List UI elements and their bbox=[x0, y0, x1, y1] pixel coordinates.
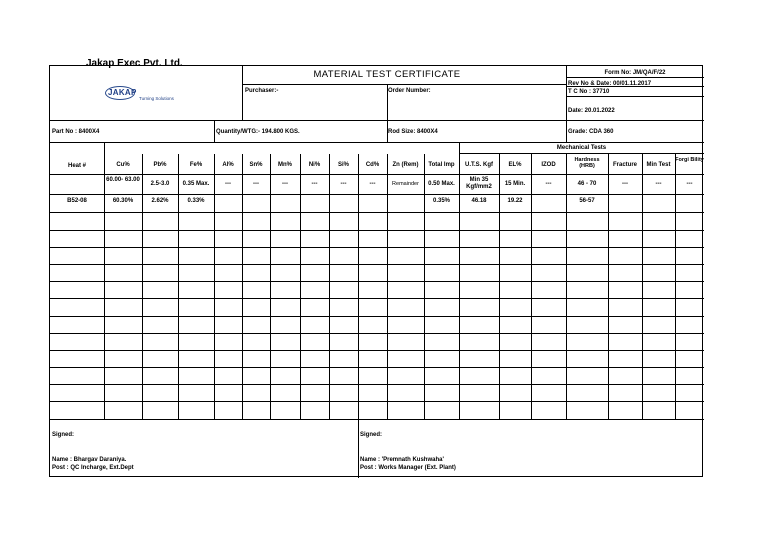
data-cell: B52-08 bbox=[67, 198, 87, 204]
table-rule bbox=[50, 316, 704, 317]
col-header-chem: Cd% bbox=[365, 162, 380, 168]
col-header-chem: Cu% bbox=[116, 162, 130, 168]
tc-number: T C No : 37710 bbox=[568, 89, 610, 95]
table-rule bbox=[104, 154, 105, 419]
table-rule bbox=[242, 154, 243, 419]
table-rule bbox=[566, 86, 704, 87]
table-rule bbox=[104, 142, 105, 154]
table-rule bbox=[50, 230, 704, 231]
col-heat: Heat # bbox=[67, 163, 86, 169]
col-header-chem: Mn% bbox=[278, 162, 292, 168]
col-header-mech: U.T.S. Kgf bbox=[465, 162, 493, 168]
table-rule bbox=[499, 154, 500, 419]
table-rule bbox=[642, 154, 643, 419]
logo-subtitle: Turning Solutions bbox=[139, 96, 174, 101]
spec-cell: 15 Min. bbox=[504, 181, 526, 187]
col-header-mech: IZOD bbox=[541, 162, 556, 168]
col-header-chem: Ni% bbox=[308, 162, 321, 168]
table-rule bbox=[242, 66, 243, 120]
col-header-chem: Total Imp bbox=[428, 162, 455, 168]
purchaser-label: Purchaser:- bbox=[245, 88, 279, 94]
col-header-mech: Hardness (HRB) bbox=[574, 157, 600, 169]
revision-number: Rev No & Date: 00/01.11.2017 bbox=[568, 81, 652, 87]
col-header-chem: Fe% bbox=[189, 162, 203, 168]
spec-cell: 0.50 Max. bbox=[428, 181, 455, 187]
company-name: Jakap Exec Pvt. Ltd. bbox=[86, 58, 183, 69]
data-cell: 0.35% bbox=[432, 198, 450, 204]
quantity: Quantity/WTG:- 194.800 KGS. bbox=[216, 129, 300, 135]
col-header-mech: Min Test bbox=[646, 162, 671, 168]
spec-cell: 0.35 Max. bbox=[182, 181, 210, 187]
table-rule bbox=[50, 367, 704, 368]
table-rule bbox=[50, 120, 704, 121]
right-signer-name: Name : 'Premnath Kushwaha' bbox=[360, 457, 444, 463]
data-cell: 0.33% bbox=[187, 198, 205, 204]
mechanical-tests-header: Mechanical Tests bbox=[556, 145, 607, 151]
test-certificate bbox=[49, 58, 704, 477]
table-rule bbox=[387, 84, 388, 120]
table-rule bbox=[50, 298, 704, 299]
table-rule bbox=[50, 401, 704, 402]
table-rule bbox=[50, 281, 704, 282]
spec-cell: 60.00- 63.00 bbox=[106, 177, 140, 183]
spec-cell: --- bbox=[311, 181, 318, 187]
order-number-label: Order Number: bbox=[388, 88, 431, 94]
spec-cell: Remainder bbox=[392, 181, 419, 187]
table-rule bbox=[531, 154, 532, 419]
table-rule bbox=[358, 419, 359, 478]
spec-cell: --- bbox=[282, 181, 288, 187]
table-rule bbox=[50, 419, 704, 420]
table-rule bbox=[387, 120, 388, 142]
part-number: Part No : 8400X4 bbox=[52, 129, 100, 135]
table-rule bbox=[459, 153, 704, 154]
table-rule bbox=[387, 154, 388, 419]
table-rule bbox=[459, 154, 460, 419]
data-cell: 19.22 bbox=[507, 198, 523, 204]
data-cell: 60.30% bbox=[112, 198, 134, 204]
spec-cell: --- bbox=[340, 181, 347, 187]
data-cell: 56-57 bbox=[579, 198, 595, 204]
table-rule bbox=[50, 174, 704, 175]
spec-cell: 2.5-3.0 bbox=[150, 181, 170, 187]
table-rule bbox=[242, 84, 566, 85]
table-rule bbox=[214, 120, 215, 142]
spec-cell: 46 - 70 bbox=[577, 181, 597, 187]
left-signer-name: Name : Bhargav Daraniya. bbox=[52, 457, 127, 463]
spec-cell: --- bbox=[655, 181, 662, 187]
table-rule bbox=[358, 154, 359, 419]
spec-cell: --- bbox=[622, 181, 628, 187]
table-rule bbox=[566, 154, 567, 419]
col-header-chem: Pb% bbox=[153, 162, 167, 168]
table-rule bbox=[50, 142, 704, 143]
left-signed-label: Signed: bbox=[52, 432, 74, 438]
grade: Grade: CDA 360 bbox=[568, 129, 614, 135]
table-rule bbox=[459, 142, 460, 154]
table-rule bbox=[50, 333, 704, 334]
rod-size: Rod Size: 8400X4 bbox=[388, 129, 438, 135]
table-rule bbox=[214, 154, 215, 419]
table-rule bbox=[178, 154, 179, 419]
spec-cell: --- bbox=[369, 181, 376, 187]
spec-cell: --- bbox=[253, 181, 259, 187]
table-rule bbox=[566, 66, 567, 120]
form-number: Form No: JM/QA/F/22 bbox=[604, 70, 666, 76]
table-rule bbox=[50, 384, 704, 385]
spec-cell: --- bbox=[545, 181, 552, 187]
spec-cell: Min 35 Kgf/mm2 bbox=[466, 177, 492, 190]
certificate-title: MATERIAL TEST CERTIFICATE bbox=[313, 69, 461, 80]
table-rule bbox=[566, 120, 567, 142]
table-rule bbox=[329, 154, 330, 419]
table-rule bbox=[566, 77, 704, 78]
spec-cell: --- bbox=[225, 181, 231, 187]
table-rule bbox=[50, 247, 704, 248]
col-header-chem: Sn% bbox=[249, 162, 263, 168]
right-signed-label: Signed: bbox=[360, 432, 382, 438]
data-cell: 46.18 bbox=[471, 198, 487, 204]
table-rule bbox=[300, 154, 301, 419]
table-rule bbox=[50, 264, 704, 265]
table-rule bbox=[424, 154, 425, 419]
left-signer-post: Post : QC Incharge, Ext.Dept bbox=[52, 465, 134, 471]
col-header-chem: Zn (Rem) bbox=[392, 162, 419, 168]
col-header-mech: EL% bbox=[508, 162, 522, 168]
table-rule bbox=[142, 154, 143, 419]
table-rule bbox=[50, 350, 704, 351]
table-rule bbox=[270, 154, 271, 419]
table-rule bbox=[608, 154, 609, 419]
certificate-date: Date: 20.01.2022 bbox=[568, 108, 615, 114]
data-cell: 2.62% bbox=[151, 198, 169, 204]
table-rule bbox=[50, 212, 704, 213]
table-rule bbox=[675, 154, 676, 419]
table-rule bbox=[566, 96, 704, 97]
col-header-chem: Al% bbox=[222, 162, 234, 168]
spec-cell: --- bbox=[686, 181, 693, 187]
logo-text: JAKAP bbox=[108, 88, 137, 97]
col-header-mech: Fracture bbox=[612, 162, 637, 168]
col-header-chem: Si% bbox=[337, 162, 349, 168]
right-signer-post: Post : Works Manager (Ext. Plant) bbox=[360, 465, 456, 471]
col-header-mech: Forgi Bility bbox=[675, 157, 704, 163]
table-rule bbox=[50, 194, 704, 195]
